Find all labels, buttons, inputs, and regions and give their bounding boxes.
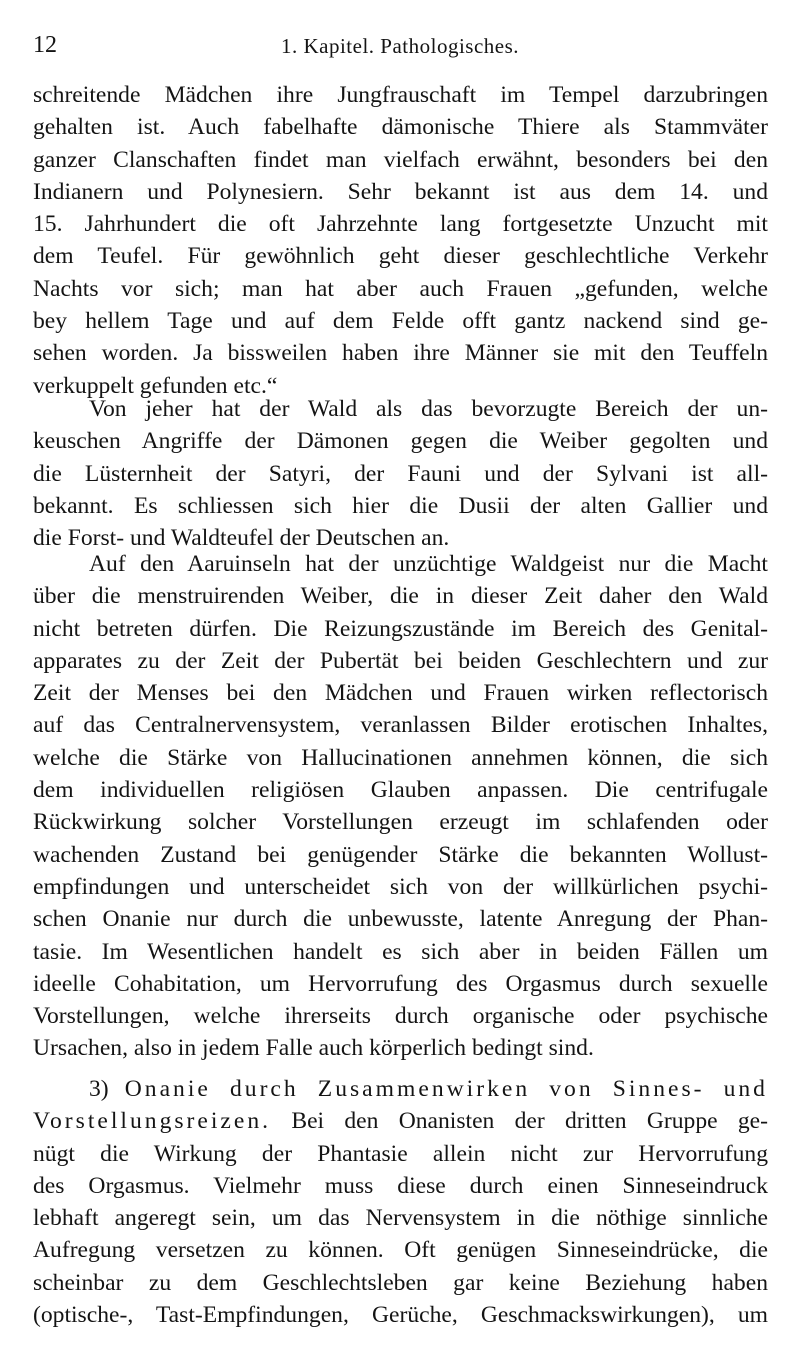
- text-line: Auf den Aaruinseln hat der unzüchtige Waldgeist nur die Macht: [89, 551, 768, 577]
- text-line: apparates zu der Zeit der Pubertät bei beiden Geschlechtern und zur: [33, 647, 768, 674]
- text-line: des Orgasmus. Vielmehr muss diese durch einen Sinneseindruck: [33, 1172, 768, 1199]
- text-line: Zeit der Menses bei den Mädchen und Frauen wirken reflectorisch: [33, 680, 768, 707]
- text-line: wachenden Zustand bei genügender Stärke die bekannten Wollust-: [33, 841, 768, 868]
- text-line: empfindungen und unterscheidet sich von der willkürlichen psychi-: [33, 873, 768, 900]
- text-line: Aufregung versetzen zu können. Oft genügen Sinneseindrücke, die: [33, 1237, 768, 1264]
- text-line: Von jeher hat der Wald als das bevorzugte Bereich der un-: [89, 396, 768, 422]
- text-line: verkuppelt gefunden etc.“: [33, 372, 278, 399]
- text-line: dem Teufel. Für gewöhnlich geht dieser geschlechtliche Verkehr: [33, 243, 768, 270]
- text-line: über die menstruirenden Weiber, die in dieser Zeit daher den Wald: [33, 583, 768, 610]
- text-line: sehen worden. Ja bissweilen haben ihre Männer sie mit den Teuffeln: [33, 340, 768, 367]
- text-line: (optische-, Tast-Empfindungen, Gerüche, Geschmackswirkungen), um: [33, 1302, 768, 1329]
- section-heading-line: [33, 1073, 768, 1105]
- paragraph-2: [33, 393, 768, 554]
- text-line: scheinbar zu dem Geschlechtsleben gar keine Beziehung haben: [33, 1269, 768, 1296]
- text-line: Ursachen, also in jedem Falle auch körperlich bedingt sind.: [33, 1035, 594, 1062]
- text-line: ideelle Cohabitation, um Hervorrufung des Orgasmus durch sexuelle: [33, 970, 768, 997]
- text-run: Bei den Onanisten der dritten Gruppe ge-: [271, 1108, 768, 1135]
- text-line: auf das Centralnervensystem, veranlassen Bilder erotischen Inhaltes,: [33, 712, 768, 739]
- paragraph-4: [33, 1073, 768, 1331]
- page-number: 12: [33, 32, 57, 58]
- text-line: bey hellem Tage und auf dem Felde offt gantz nackend sind ge-: [33, 308, 768, 335]
- text-line: tasie. Im Wesentlichen handelt es sich aber in beiden Fällen um: [33, 938, 768, 965]
- text-line: 15. Jahrhundert die oft Jahrzehnte lang fortgesetzte Unzucht mit: [33, 211, 768, 238]
- text-line: ganzer Clanschaften findet man vielfach erwähnt, besonders bei den: [33, 146, 768, 173]
- section-title-spaced: Onanie durch Zusammenwirken von Sinnes- und: [124, 1076, 768, 1102]
- text-line: Indianern und Polynesiern. Sehr bekannt ist aus dem 14. und: [33, 178, 768, 205]
- running-head: 1. Kapitel. Pathologisches.: [280, 34, 520, 58]
- text-line: die Lüsternheit der Satyri, der Fauni und der Sylvani ist all-: [33, 460, 768, 487]
- text-line: gehalten ist. Auch fabelhafte dämonische Thiere als Stammväter: [33, 114, 768, 141]
- text-line: Nachts vor sich; man hat aber auch Frauen „gefunden, welche: [33, 275, 768, 302]
- text-line: keuschen Angriffe der Dämonen gegen die Weiber gegolten und: [33, 428, 768, 455]
- section-number: 3): [89, 1076, 109, 1102]
- paragraph-1: [33, 79, 768, 402]
- text-line: nügt die Wirkung der Phantasie allein nicht zur Hervorrufung: [33, 1140, 768, 1167]
- page-header: [33, 30, 767, 66]
- text-line: lebhaft angeregt sein, um das Nervensystem in die nöthige sinnliche: [33, 1205, 768, 1232]
- text-line: bekannt. Es schliessen sich hier die Dusii der alten Gallier und: [33, 492, 768, 519]
- text-line: die Forst- und Waldteufel der Deutschen an.: [33, 525, 450, 552]
- text-line: dem individuellen religiösen Glauben anpassen. Die centrifugale: [33, 777, 768, 804]
- text-line: Vorstellungen, welche ihrerseits durch organische oder psychische: [33, 1003, 768, 1030]
- text-line: schen Onanie nur durch die unbewusste, latente Anregung der Phan-: [33, 906, 768, 933]
- text-line: [33, 1105, 768, 1137]
- text-line: welche die Stärke von Hallucinationen annehmen können, die sich: [33, 744, 768, 771]
- text-line: Rückwirkung solcher Vorstellungen erzeugt im schlafenden oder: [33, 809, 768, 836]
- paragraph-3: [33, 548, 768, 1065]
- section-title-spaced-cont: Vorstellungsreizen.: [33, 1108, 272, 1135]
- text-line: schreitende Mädchen ihre Jungfrauschaft im Tempel darzubringen: [33, 82, 768, 108]
- text-line: nicht betreten dürfen. Die Reizungszustände im Bereich des Genital-: [33, 615, 768, 642]
